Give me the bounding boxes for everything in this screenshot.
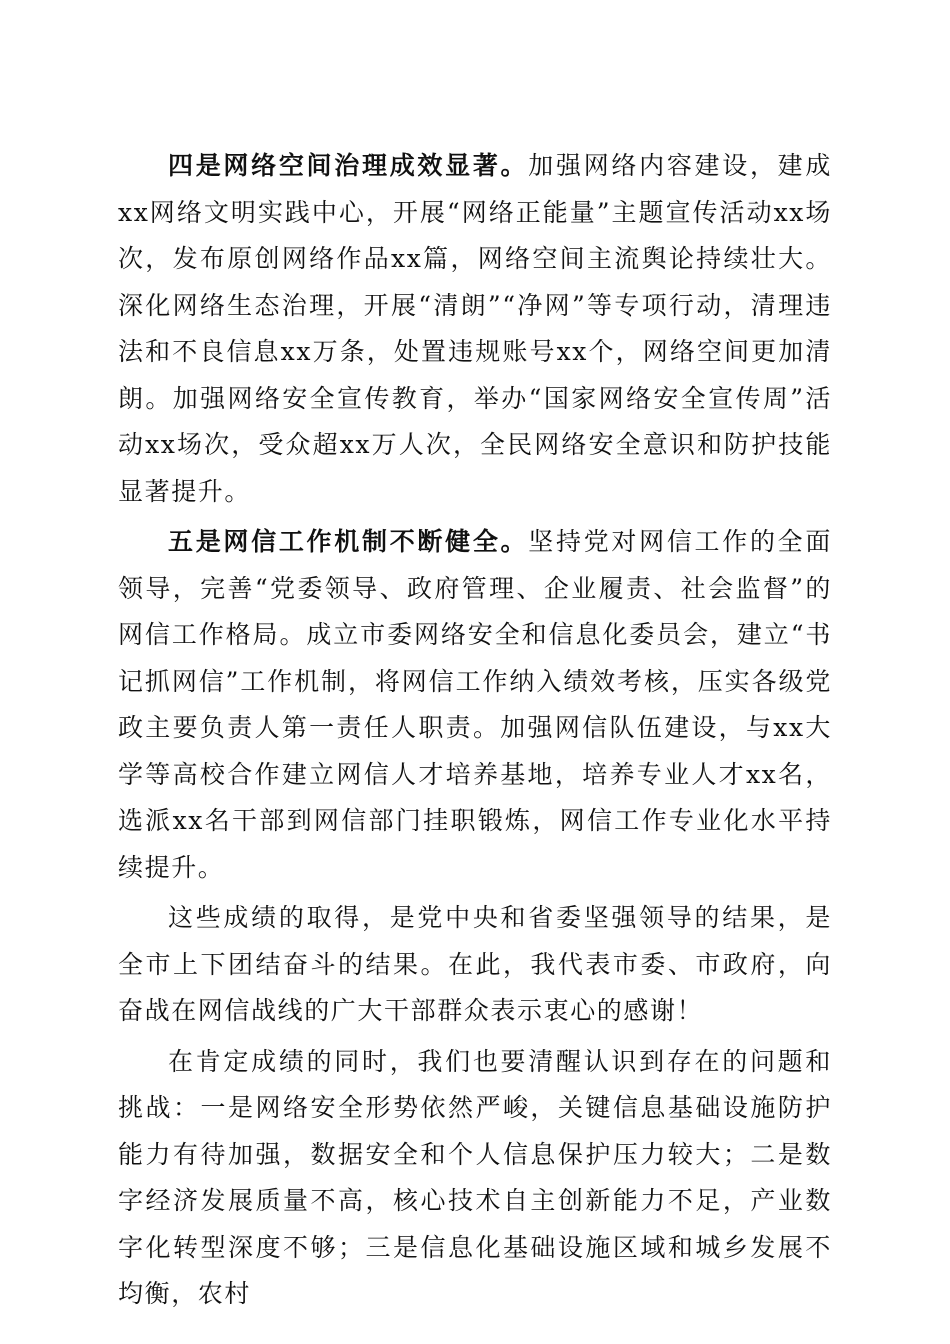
paragraph-work-mechanism: [118, 519, 832, 891]
paragraph-lead-heading: 五是网信工作机制不断健全。: [168, 527, 529, 556]
paragraph-lead-heading: 四是网络空间治理成效显著。: [168, 151, 529, 180]
paragraph-acknowledgement: [118, 895, 832, 1035]
paragraph-problems-challenges: [118, 1039, 832, 1318]
paragraph-cyberspace-governance: [118, 143, 832, 515]
paragraph-text: 加强网络内容建设，建成xx网络文明实践中心，开展“网络正能量”主题宣传活动xx场次，发布原创网络作品xx篇，网络空间主流舆论持续壮大。深化网络生态治理，开展“清朗”“净网”等专项行动，清理违法和不良信息xx万条，处置违规账号xx个，网络空间更加清朗。加强网络安全宣传教育，举办“国家网络安全宣传周”活动xx场次，受众超xx万人次，全民网络安全意识和防护技能显著提升。: [118, 151, 832, 506]
paragraph-text: 在肯定成绩的同时，我们也要清醒认识到存在的问题和挑战：一是网络安全形势依然严峻，关键信息基础设施防护能力有待加强，数据安全和个人信息保护压力较大；二是数字经济发展质量不高，核心技术自主创新能力不足，产业数字化转型深度不够；三是信息化基础设施区域和城乡发展不均衡，农村: [118, 1046, 832, 1308]
paragraph-text: 坚持党对网信工作的全面领导，完善“党委领导、政府管理、企业履责、社会监督”的网信工作格局。成立市委网络安全和信息化委员会，建立“书记抓网信”工作机制，将网信工作纳入绩效考核，压实各级党政主要负责人第一责任人职责。加强网信队伍建设，与xx大学等高校合作建立网信人才培养基地，培养专业人才xx名，选派xx名干部到网信部门挂职锻炼，网信工作专业化水平持续提升。: [118, 527, 832, 882]
paragraph-text: 这些成绩的取得，是党中央和省委坚强领导的结果，是全市上下团结奋斗的结果。在此，我代表市委、市政府，向奋战在网信战线的广大干部群众表示衷心的感谢！: [118, 903, 832, 1025]
document-body: [118, 143, 832, 1322]
